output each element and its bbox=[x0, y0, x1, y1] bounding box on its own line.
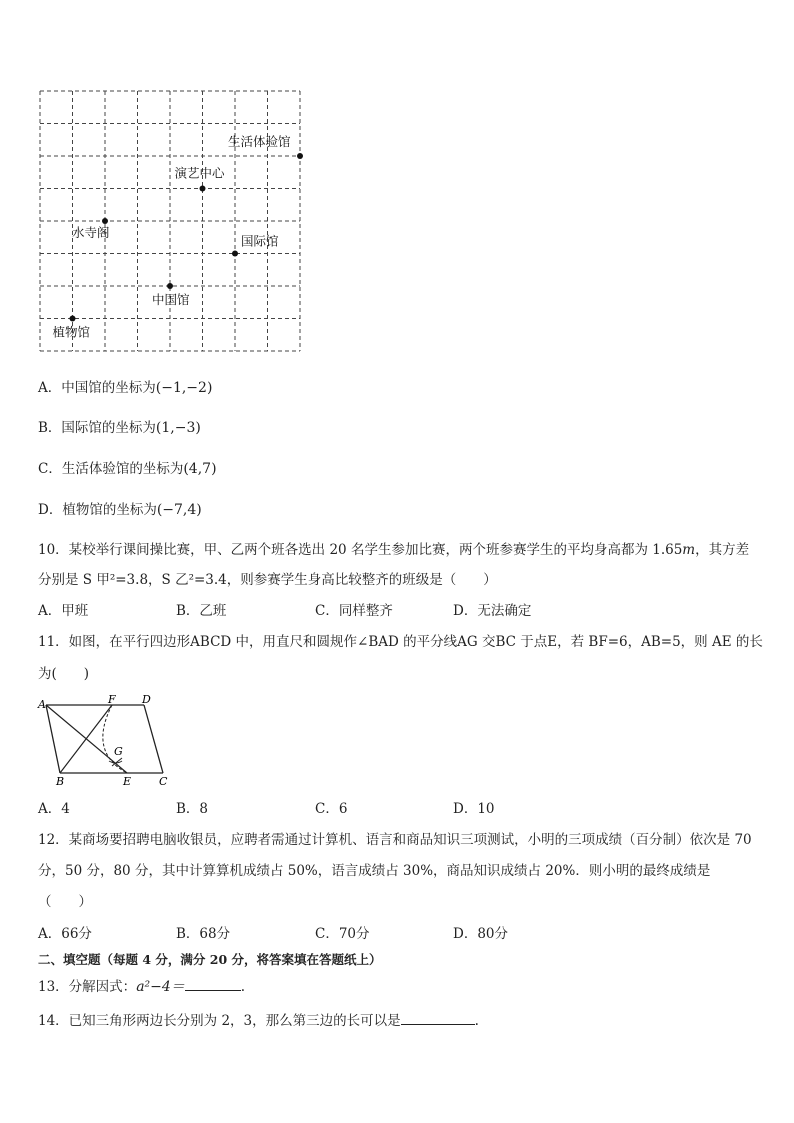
variance-yi: S 乙²=3.4， bbox=[161, 572, 241, 588]
q12-option-d: D．80分 bbox=[453, 926, 509, 942]
q10-stem-line1: 10．某校举行课间操比赛，甲、乙两个班各选出 20 名学生参加比赛，两个班参赛学生的平均身高都为 1.65m，其方差 bbox=[38, 542, 750, 558]
q10-option-a: A．甲班 bbox=[38, 603, 89, 619]
grid-lines bbox=[40, 91, 300, 351]
location-point bbox=[167, 283, 173, 289]
side-dc bbox=[144, 705, 163, 773]
variance-jia: S 甲²=3.8， bbox=[82, 572, 162, 588]
label-b: B bbox=[56, 775, 65, 788]
q10-option-d: D．无法确定 bbox=[453, 603, 532, 619]
q12-stem-line3: （ ） bbox=[38, 894, 92, 910]
label-d: D bbox=[142, 694, 151, 706]
q10-option-c: C．同样整齐 bbox=[315, 603, 393, 619]
location-label: 演艺中心 bbox=[174, 165, 225, 181]
q11-stem-line1: 11．如图，在平行四边形ABCD 中，用直尺和圆规作∠BAD 的平分线AG 交BC 于点E，若 BF=6，AB=5，则 AE 的长 bbox=[38, 634, 763, 650]
q11-option-c: C．6 bbox=[315, 801, 348, 817]
q12-option-a: A．66分 bbox=[38, 926, 92, 942]
location-label: 国际馆 bbox=[241, 233, 279, 249]
grid-locations bbox=[53, 134, 304, 340]
q13-stem: 13．分解因式：a²−4＝ . bbox=[38, 976, 245, 997]
q13-answer-blank[interactable] bbox=[185, 976, 241, 991]
location-point bbox=[102, 218, 108, 224]
q10-stem-line2: 分别是 S 甲²=3.8，S 乙²=3.4，则参赛学生身高比较整齐的班级是（ ） bbox=[38, 572, 497, 588]
label-f: F bbox=[108, 694, 116, 706]
coordinate-grid-figure bbox=[38, 89, 303, 354]
q14-stem: 14．已知三角形两边长分别为 2，3，那么第三边的长可以是 . bbox=[38, 1010, 479, 1031]
location-label: 植物馆 bbox=[52, 324, 91, 340]
location-point bbox=[297, 153, 303, 159]
q12-option-b: B．68分 bbox=[176, 926, 231, 942]
label-g: G bbox=[114, 745, 123, 758]
q9-option-a: A．中国馆的坐标为(−1,−2) bbox=[38, 380, 213, 396]
q12-stem-line2: 分，50 分，80 分，其中计算算机成绩占 50%，语言成绩占 30%，商品知识成绩占 20%．则小明的最终成绩是 bbox=[38, 863, 711, 879]
q11-option-d: D．10 bbox=[453, 801, 495, 817]
location-label: 生活体验馆 bbox=[228, 134, 291, 149]
q9-option-b: B．国际馆的坐标为(1,−3) bbox=[38, 420, 201, 436]
q14-answer-blank[interactable] bbox=[401, 1010, 475, 1025]
q9-option-d: D．植物馆的坐标为(−7,4) bbox=[38, 502, 202, 518]
location-label: 中国馆 bbox=[152, 292, 190, 307]
location-label: 水寺阁 bbox=[72, 225, 110, 240]
q10-option-b: B．乙班 bbox=[176, 603, 227, 619]
segment-bf bbox=[60, 705, 112, 773]
parallelogram-figure bbox=[36, 694, 176, 790]
q12-stem-line1: 12．某商场要招聘电脑收银员，应聘者需通过计算机、语言和商品知识三项测试，小明的三项成绩（百分制）依次是 70 bbox=[38, 832, 752, 848]
location-point bbox=[232, 251, 238, 257]
section-title-fill-in: 二、填空题（每题 4 分，满分 20 分，将答案填在答题纸上） bbox=[38, 952, 382, 967]
q9-option-c: C．生活体验馆的坐标为(4,7) bbox=[38, 461, 217, 477]
label-c: C bbox=[159, 775, 168, 788]
q11-stem-line2: 为( ) bbox=[38, 666, 90, 682]
label-a: A bbox=[38, 698, 46, 711]
q11-option-b: B．8 bbox=[176, 801, 209, 817]
location-point bbox=[200, 186, 206, 192]
q12-option-c: C．70分 bbox=[315, 926, 370, 942]
q11-option-a: A．4 bbox=[38, 801, 70, 817]
location-point bbox=[70, 316, 76, 322]
label-e: E bbox=[123, 775, 132, 788]
